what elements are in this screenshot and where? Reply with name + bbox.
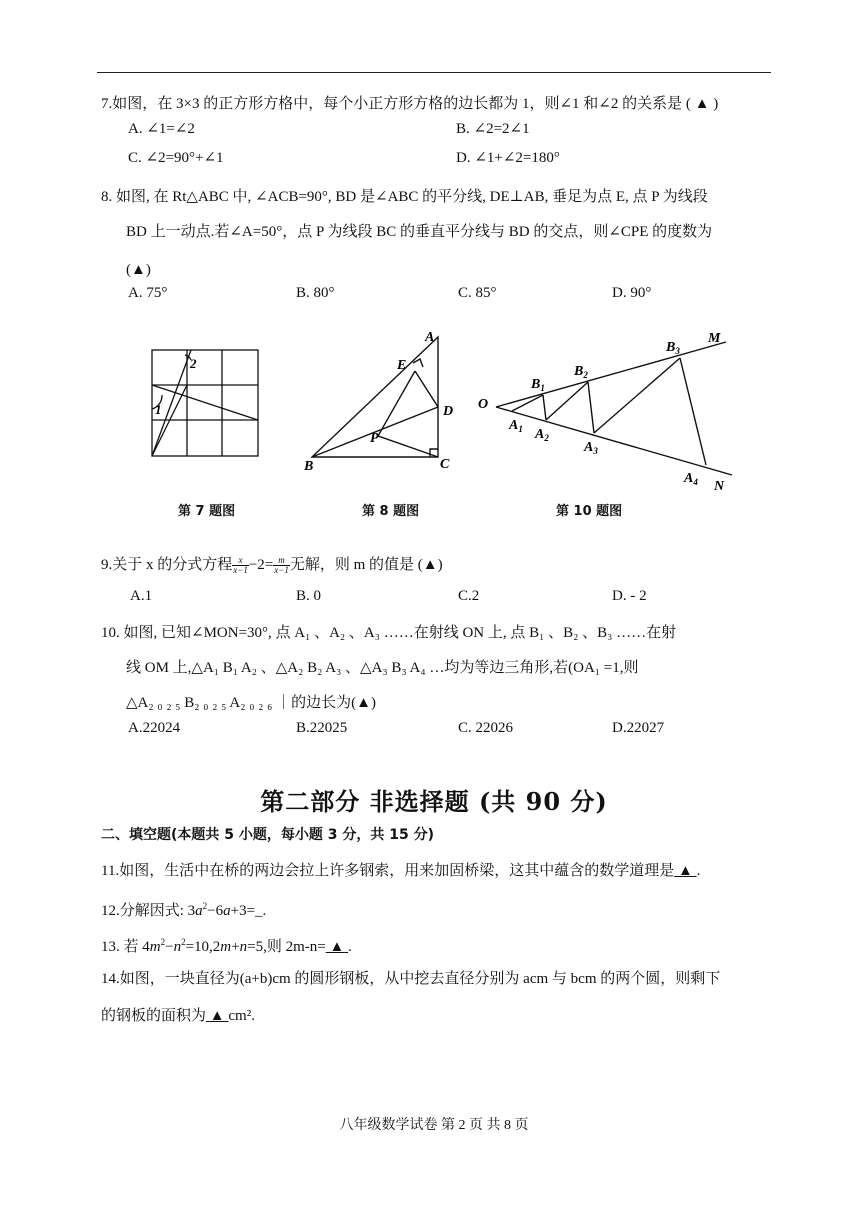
q9-stem <box>101 556 443 575</box>
q14-line1: 14.如图，一块直径为(a+b)cm 的圆形钢板，从中挖去直径分别为 acm 与 bcm 的两个圆，则剩下 <box>101 971 721 987</box>
q9-option-a: A.1 <box>130 588 153 604</box>
fig10-label-a2: $A_2$ <box>535 427 549 443</box>
q12-prefix: 12.分解因式: 3 <box>101 903 196 919</box>
q7-option-c: C. ∠2=90°+∠1 <box>128 150 224 166</box>
q13-exp1: 2 <box>160 937 166 947</box>
fig10-label-b2: $B_2$ <box>574 364 588 380</box>
fig8-label-a: A <box>425 330 435 345</box>
q14-line2 <box>101 1007 255 1025</box>
q9-frac2-numerator: m <box>273 556 290 566</box>
part2-title: 第二部分 非选择题 (共 90 分) <box>260 787 608 816</box>
fig8-label-b: B <box>304 459 314 474</box>
q11-text: 11.如图，生活中在桥的两边会拉上许多钢索，用来加固桥梁，这其中蕴含的数学道理是 <box>101 863 675 879</box>
fig10-label-a3: $A_3$ <box>584 440 598 456</box>
q9-suffix: 无解，则 m 的值是 (▲) <box>289 557 443 573</box>
fig10-label-b1: $B_1$ <box>531 377 545 393</box>
fig10-label-o: O <box>478 397 489 412</box>
q10-line2: 线 OM 上,△A₁ B₁ A₂ 、△A₂ B₂ A₃ 、△A₃ B₃ A₄ …均为等边三角形,若(OA₁ =1,则 <box>126 660 639 676</box>
q13-stem <box>101 933 352 956</box>
q9-frac2-denominator: x−1 <box>274 565 289 576</box>
q14-prefix: 的钢板的面积为 <box>101 1008 207 1024</box>
q8-option-a: A. 75° <box>128 285 168 301</box>
q9-frac1-numerator: x <box>232 556 249 566</box>
q13-var-m2: m <box>220 939 232 955</box>
q13-var-m: m <box>149 939 161 955</box>
q11-blank: ▲ <box>677 863 693 879</box>
q9-fraction-2 <box>273 556 290 575</box>
q10-option-a: A.22024 <box>128 720 181 736</box>
q14-suffix: cm². <box>228 1008 255 1024</box>
fig8-label-p: P <box>370 431 379 446</box>
q13-var-n: n <box>173 939 182 955</box>
q13-prefix: 13. 若 4 <box>101 939 150 955</box>
fig10-label-m: M <box>708 331 721 346</box>
fig7-angle1-label: 1 <box>155 402 162 417</box>
q9-prefix: 9.关于 x 的分式方程 <box>101 557 233 573</box>
q10-option-b: B.22025 <box>296 720 348 736</box>
part2-subtitle: 二、填空题(本题共 5 小题，每小题 3 分，共 15 分) <box>101 827 435 843</box>
q7-option-a: A. ∠1=∠2 <box>128 121 195 137</box>
q13-exp2: 2 <box>181 937 186 947</box>
q8-line1: 8. 如图, 在 Rt△ABC 中, ∠ACB=90°, BD 是∠ABC 的平分线, DE⊥AB, 垂足为点 E, 点 P 为线段 <box>101 189 708 205</box>
q7-stem: 7.如图，在 3×3 的正方形方格中，每个小正方形方格的边长都为 1，则∠1 和∠2 的关系是 ( ▲ ) <box>101 96 719 112</box>
top-rule <box>97 72 771 73</box>
q12-stem <box>101 897 266 920</box>
q9-fraction-1 <box>232 556 249 575</box>
q13-tail: =5,则 2m-n= <box>247 939 326 955</box>
q8-option-d: D. 90° <box>612 285 652 301</box>
q11-stem <box>101 862 700 880</box>
q12-mid: −6 <box>207 903 224 919</box>
fig8-caption: 第 8 题图 <box>362 504 420 519</box>
figure-10 <box>470 320 750 495</box>
q9-option-d: D. - 2 <box>612 588 647 604</box>
page-footer: 八年级数学试卷 第 2 页 共 8 页 <box>339 1118 529 1133</box>
fig10-label-b3: $B_3$ <box>666 340 680 356</box>
q7-option-d: D. ∠1+∠2=180° <box>456 150 560 166</box>
q10-line1: 10. 如图, 已知∠MON=30°, 点 A₁ 、A₂ 、A₃ ……在射线 ON 上, 点 B₁ 、B₂ 、B₃ ……在射 <box>101 625 677 641</box>
q9-option-c: C.2 <box>458 588 480 604</box>
q12-var-a: a <box>195 903 203 919</box>
fig7-angle2-label: 2 <box>190 356 197 371</box>
q12-end: +3=_. <box>230 903 267 919</box>
q10-option-c: C. 22026 <box>458 720 514 736</box>
fig8-label-d: D <box>443 404 454 419</box>
q11-end: . <box>696 863 701 879</box>
q14-blank: ▲ <box>209 1008 225 1024</box>
q12-var-a2: a <box>223 903 231 919</box>
q13-minus: − <box>165 939 174 955</box>
q10-option-d: D.22027 <box>612 720 665 736</box>
fig7-caption: 第 7 题图 <box>178 504 236 519</box>
q13-var-n2: n <box>239 939 248 955</box>
q7-option-b: B. ∠2=2∠1 <box>456 121 530 137</box>
q13-plus: + <box>231 939 240 955</box>
q8-option-b: B. 80° <box>296 285 335 301</box>
figure-7 <box>145 340 270 465</box>
q13-blank: ▲ <box>329 939 345 955</box>
q9-middle: −2= <box>248 557 274 573</box>
figure-8 <box>300 325 460 475</box>
q8-option-c: C. 85° <box>458 285 497 301</box>
q8-line3: (▲) <box>126 262 151 278</box>
fig10-label-n: N <box>714 479 725 494</box>
q10-line3: △A₂ ₀ ₂ ₅ B₂ ₀ ₂ ₅ A₂ ₀ ₂ ₆ ｜的边长为(▲) <box>126 695 376 711</box>
q9-option-b: B. 0 <box>296 588 322 604</box>
fig10-caption: 第 10 题图 <box>556 504 623 519</box>
fig10-label-a4: $A_4$ <box>684 471 698 487</box>
q13-end: . <box>348 939 352 955</box>
fig8-label-e: E <box>397 358 407 373</box>
fig8-label-c: C <box>440 457 450 472</box>
q8-line2: BD 上一动点.若∠A=50°，点 P 为线段 BC 的垂直平分线与 BD 的交点，则∠CPE 的度数为 <box>126 224 713 240</box>
q12-exponent: 2 <box>202 901 208 911</box>
q9-frac1-denominator: x−1 <box>233 565 248 576</box>
fig10-label-a1: $A_1$ <box>509 418 523 434</box>
q13-mid: =10,2 <box>185 939 221 955</box>
